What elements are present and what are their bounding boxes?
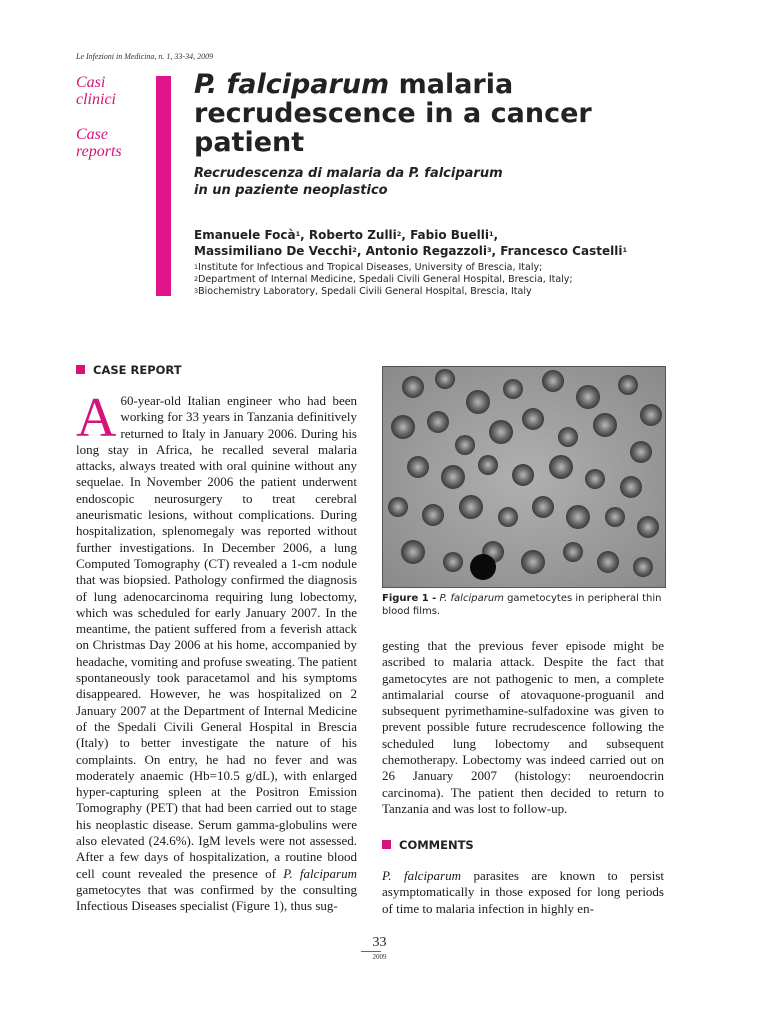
red-blood-cell bbox=[542, 370, 564, 392]
red-blood-cell bbox=[532, 496, 554, 518]
author: Francesco Castelli$^1$ bbox=[500, 244, 627, 258]
red-blood-cell bbox=[466, 390, 490, 414]
section-label-en-line2: reports bbox=[76, 143, 122, 160]
red-blood-cell bbox=[391, 415, 415, 439]
author: Emanuele Focà$^1$, bbox=[194, 228, 309, 242]
red-blood-cell bbox=[401, 540, 425, 564]
page-number-rule bbox=[361, 951, 381, 952]
red-blood-cell bbox=[558, 427, 578, 447]
red-blood-cell bbox=[637, 516, 659, 538]
subtitle-line2: in un paziente neoplastico bbox=[194, 183, 388, 198]
affiliation: $^2$Department of Internal Medicine, Spedali Civili General Hospital, Brescia, Italy; bbox=[194, 274, 573, 285]
red-blood-cell bbox=[435, 369, 455, 389]
red-blood-cell bbox=[455, 435, 475, 455]
red-blood-cell bbox=[388, 497, 408, 517]
red-blood-cell bbox=[459, 495, 483, 519]
section-label-english bbox=[76, 126, 122, 160]
red-blood-cell bbox=[402, 376, 424, 398]
red-blood-cell bbox=[521, 550, 545, 574]
page-number: 33 bbox=[372, 935, 387, 950]
red-blood-cell bbox=[576, 385, 600, 409]
accent-bar bbox=[156, 76, 171, 296]
red-blood-cell bbox=[618, 375, 638, 395]
comments-body: P. falciparum parasites are known to persist asymptomatically in those exposed for long periods of time to malaria infection in highly en- bbox=[382, 868, 664, 916]
red-blood-cell bbox=[633, 557, 653, 577]
journal-citation: Le Infezioni in Medicina, n. 1, 33-34, 2009 bbox=[76, 52, 214, 61]
red-blood-cell bbox=[563, 542, 583, 562]
red-blood-cell bbox=[478, 455, 498, 475]
section-square-icon bbox=[76, 365, 85, 374]
subtitle-line1: Recrudescenza di malaria da P. falciparum bbox=[194, 166, 503, 181]
blood-film-image bbox=[383, 367, 665, 587]
drop-cap: A bbox=[76, 387, 117, 449]
red-blood-cell bbox=[503, 379, 523, 399]
case-report-body: A 60-year-old Italian engineer who had been working for 33 years in Tanzania definitively returned to Italy in January 2006. During his long stay in Africa, he recalled several malaria attacks, always treated with oral quinine without any sequelae. In November 2006 the patient underwent endoscopic neurosurgery to treat cerebral aneurismatic lesions, without complications. During hospitalization, splenomegaly was reported without further investigations. In December 2006, a lung Computed Tomography (CT) revealed a 1-cm nodule that was biopsied. Pathology confirmed the diagnosis of lung adenocarcinoma requiring lung lobectomy, which was scheduled for early January 2007. In the meantime, the patient suffered from a feverish attack on Christmas Day 2006 at his home, accompanied by headache, vomiting and profuse sweating. The patient spontaneously took paracetamol and his symptoms disappeared. However, he was hospitalized on 2 January 2007 at the Department of Internal Medicine of the Spedali Civili General Hospital in Brescia (Italy) to better investigate the nature of his complaints. On entry, he had no fever and was moderately anaemic (Hb=10.5 g/dL), with enlarged hyper-capturing spleen at the Positron Emission Tomography (PET) that had been carried out to stage his neoplastic disease. Serum gamma-globulins were also elevated (24.6%). IgM levels were not assessed. After a few days of hospitalization, a routine blood cell count revealed the presence of P. falciparum gametocytes that was confirmed by the consulting Infectious Diseases specialist (Figure 1), thus sug- bbox=[76, 387, 357, 914]
red-blood-cell bbox=[620, 476, 642, 498]
red-blood-cell bbox=[566, 505, 590, 529]
red-blood-cell bbox=[593, 413, 617, 437]
red-blood-cell bbox=[407, 456, 429, 478]
red-blood-cell bbox=[512, 464, 534, 486]
title-line1-rest: malaria bbox=[389, 69, 514, 100]
red-blood-cell bbox=[585, 469, 605, 489]
author: Roberto Zulli$^2$, bbox=[308, 228, 411, 242]
section-label-it-line1: Casi bbox=[76, 74, 106, 91]
red-blood-cell bbox=[489, 420, 513, 444]
figure-caption: Figure 1 - P. falciparum gametocytes in peripheral thin blood films. bbox=[382, 593, 662, 617]
case-report-heading: CASE REPORT bbox=[76, 363, 182, 377]
red-blood-cell bbox=[498, 507, 518, 527]
title-species: P. falciparum bbox=[194, 69, 390, 100]
title-line2: recrudescence in a cancer bbox=[194, 98, 592, 129]
red-blood-cell bbox=[522, 408, 544, 430]
comments-heading: COMMENTS bbox=[382, 838, 474, 852]
red-blood-cell bbox=[422, 504, 444, 526]
red-blood-cell bbox=[605, 507, 625, 527]
author-list bbox=[194, 227, 714, 259]
affiliation: $^1$Institute for Infectious and Tropical Diseases, University of Brescia, Italy; bbox=[194, 262, 543, 273]
red-blood-cell bbox=[441, 465, 465, 489]
red-blood-cell bbox=[549, 455, 573, 479]
section-label-en-line1: Case bbox=[76, 126, 108, 143]
title-line3: patient bbox=[194, 127, 305, 158]
red-blood-cell bbox=[597, 551, 619, 573]
red-blood-cell bbox=[443, 552, 463, 572]
article-subtitle bbox=[194, 165, 674, 199]
section-label-it-line2: clinici bbox=[76, 91, 116, 108]
blood-film-figure bbox=[382, 366, 666, 588]
red-blood-cell bbox=[640, 404, 662, 426]
section-square-icon bbox=[382, 840, 391, 849]
affiliation: $^3$Biochemistry Laboratory, Spedali Civili General Hospital, Brescia, Italy bbox=[194, 286, 532, 297]
author: Fabio Buelli$^1$, bbox=[410, 228, 499, 242]
gametocyte bbox=[470, 554, 496, 580]
section-label-italian bbox=[76, 74, 116, 108]
page-year: 2009 bbox=[372, 953, 387, 961]
right-column-body: gesting that the previous fever episode might be ascribed to malaria attack. Despite the fact that gametocytes are not pathogenic to men, a complete antimalarial course of atovaquone-proguanil and subsequent pyrimethamine-sulfadoxine was given to prevent possible future recrudescence following the scheduled lung lobectomy and subsequent chemotherapy. Lobectomy was indeed carried out on 26 January 2007 (histology: neuroendocrin carcinoma). The patient then decided to return to Tanzania and was lost to follow-up. bbox=[382, 638, 664, 816]
red-blood-cell bbox=[630, 441, 652, 463]
article-title bbox=[194, 70, 714, 157]
red-blood-cell bbox=[427, 411, 449, 433]
author: Massimiliano De Vecchi$^2$, bbox=[194, 244, 366, 258]
author: Antonio Regazzoli$^3$, bbox=[365, 244, 501, 258]
